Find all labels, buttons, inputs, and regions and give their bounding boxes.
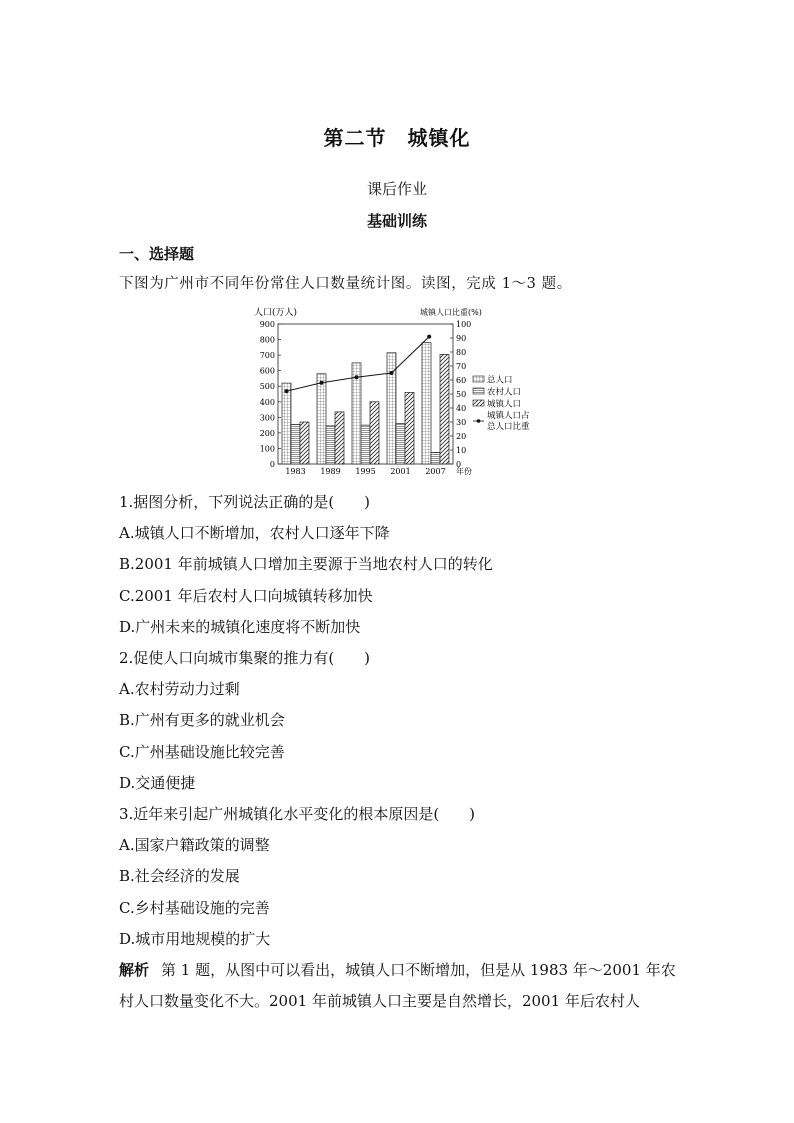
question-3-option-b: B.社会经济的发展 <box>119 867 240 886</box>
ratio-point-2007 <box>427 335 431 339</box>
ratio-point-1989 <box>320 381 324 385</box>
right-tick-label: 80 <box>456 348 467 357</box>
left-tick-label: 200 <box>259 428 275 438</box>
right-tick-label: 70 <box>456 362 467 371</box>
x-tick-label: 1995 <box>355 467 376 476</box>
question-2-stem: 2.促使人口向城市集聚的推力有( ) <box>119 649 371 667</box>
question-1-option-c: C.2001 年后农村人口向城镇转移加快 <box>119 586 373 605</box>
left-tick-label: 500 <box>259 382 275 392</box>
right-tick-label: 50 <box>456 390 467 399</box>
question-2-option-a: A.农村劳动力过剩 <box>119 680 240 699</box>
left-tick-label: 600 <box>259 366 275 376</box>
left-tick-label: 800 <box>259 335 275 345</box>
question-3-stem: 3.近年来引起广州城镇化水平变化的根本原因是( ) <box>119 805 476 823</box>
legend-label-城镇人口: 城镇人口 <box>487 399 522 410</box>
right-tick-label: 60 <box>456 376 467 385</box>
legend-line-dot <box>477 419 481 423</box>
analysis <box>119 955 679 1017</box>
bar-总人口-1983 <box>282 383 291 464</box>
right-axis-label: 城镇人口比重(%) <box>420 308 482 317</box>
question-1-option-d: D.广州未来的城镇化速度将不断加快 <box>119 617 361 636</box>
population-chart <box>248 302 548 477</box>
bar-城镇人口-1995 <box>370 402 379 464</box>
x-tick-label: 2007 <box>425 467 446 476</box>
right-tick-label: 10 <box>456 446 467 455</box>
question-2-option-d: D.交通便捷 <box>119 773 196 792</box>
left-tick-label: 400 <box>259 397 275 407</box>
bar-农村人口-1989 <box>326 426 335 464</box>
bar-城镇人口-2001 <box>405 392 414 464</box>
right-tick-label: 40 <box>456 404 467 413</box>
bar-农村人口-1995 <box>361 425 370 464</box>
question-2-option-c: C.广州基础设施比较完善 <box>119 742 285 761</box>
question-1-stem: 1.据图分析，下列说法正确的是( ) <box>119 493 371 511</box>
legend-label-农村人口: 农村人口 <box>487 387 522 398</box>
left-tick-label: 300 <box>259 413 275 423</box>
right-tick-label: 30 <box>456 418 467 427</box>
right-tick-label: 0 <box>456 460 462 469</box>
bar-农村人口-1983 <box>291 424 300 464</box>
x-unit-label: 年份 <box>456 467 472 476</box>
homework-heading: 课后作业 <box>366 180 427 198</box>
right-tick-label: 90 <box>456 334 467 343</box>
left-tick-label: 700 <box>259 351 275 361</box>
legend-label-ratio-2: 总人口比重 <box>487 422 530 432</box>
ratio-point-1995 <box>355 375 359 379</box>
legend-swatch-总人口 <box>473 376 484 382</box>
bar-总人口-2007 <box>422 343 431 464</box>
legend-swatch-农村人口 <box>473 388 484 394</box>
x-tick-label: 2001 <box>390 467 411 476</box>
question-2-option-b: B.广州有更多的就业机会 <box>119 711 285 730</box>
section-heading: 一、选择题 <box>119 245 195 263</box>
question-1-option-a: A.城镇人口不断增加，农村人口逐年下降 <box>119 524 390 543</box>
question-intro: 下图为广州市不同年份常住人口数量统计图。读图，完成 1～3 题。 <box>119 276 572 292</box>
left-tick-label: 0 <box>269 460 275 469</box>
bar-城镇人口-1983 <box>300 422 309 464</box>
bar-农村人口-2007 <box>431 452 440 464</box>
question-3-option-c: C.乡村基础设施的完善 <box>119 898 270 917</box>
page-title: 第二节 城镇化 <box>323 126 471 150</box>
question-3-option-a: A.国家户籍政策的调整 <box>119 836 270 855</box>
left-tick-label: 900 <box>259 320 275 329</box>
x-tick-label: 1983 <box>285 467 306 476</box>
bar-农村人口-2001 <box>396 424 405 464</box>
left-tick-label: 100 <box>259 444 275 454</box>
legend-label-ratio-1: 城镇人口占 <box>487 411 530 421</box>
x-tick-label: 1989 <box>320 467 341 476</box>
ratio-point-1983 <box>285 389 289 393</box>
left-axis-label: 人口(万人) <box>254 308 298 318</box>
question-1-option-b: B.2001 年前城镇人口增加主要源于当地农村人口的转化 <box>119 555 493 574</box>
legend-swatch-城镇人口 <box>473 400 484 406</box>
right-tick-label: 100 <box>456 320 472 329</box>
bar-总人口-1989 <box>317 374 326 464</box>
analysis-label: 解析 <box>119 961 150 979</box>
analysis-text: 第 1 题，从图中可以看出，城镇人口不断增加，但是从 1983 年～2001 年农村人口数量变化不大。2001 年前城镇人口主要是自然增长，2001 年后农村人 <box>119 961 676 1010</box>
ratio-point-2001 <box>390 371 394 375</box>
bar-城镇人口-1989 <box>335 412 344 464</box>
basic-training-heading: 基础训练 <box>366 212 427 230</box>
bar-城镇人口-2007 <box>440 354 449 464</box>
question-3-option-d: D.城市用地规模的扩大 <box>119 929 271 948</box>
legend-label-总人口: 总人口 <box>487 375 513 386</box>
right-tick-label: 20 <box>456 432 467 441</box>
